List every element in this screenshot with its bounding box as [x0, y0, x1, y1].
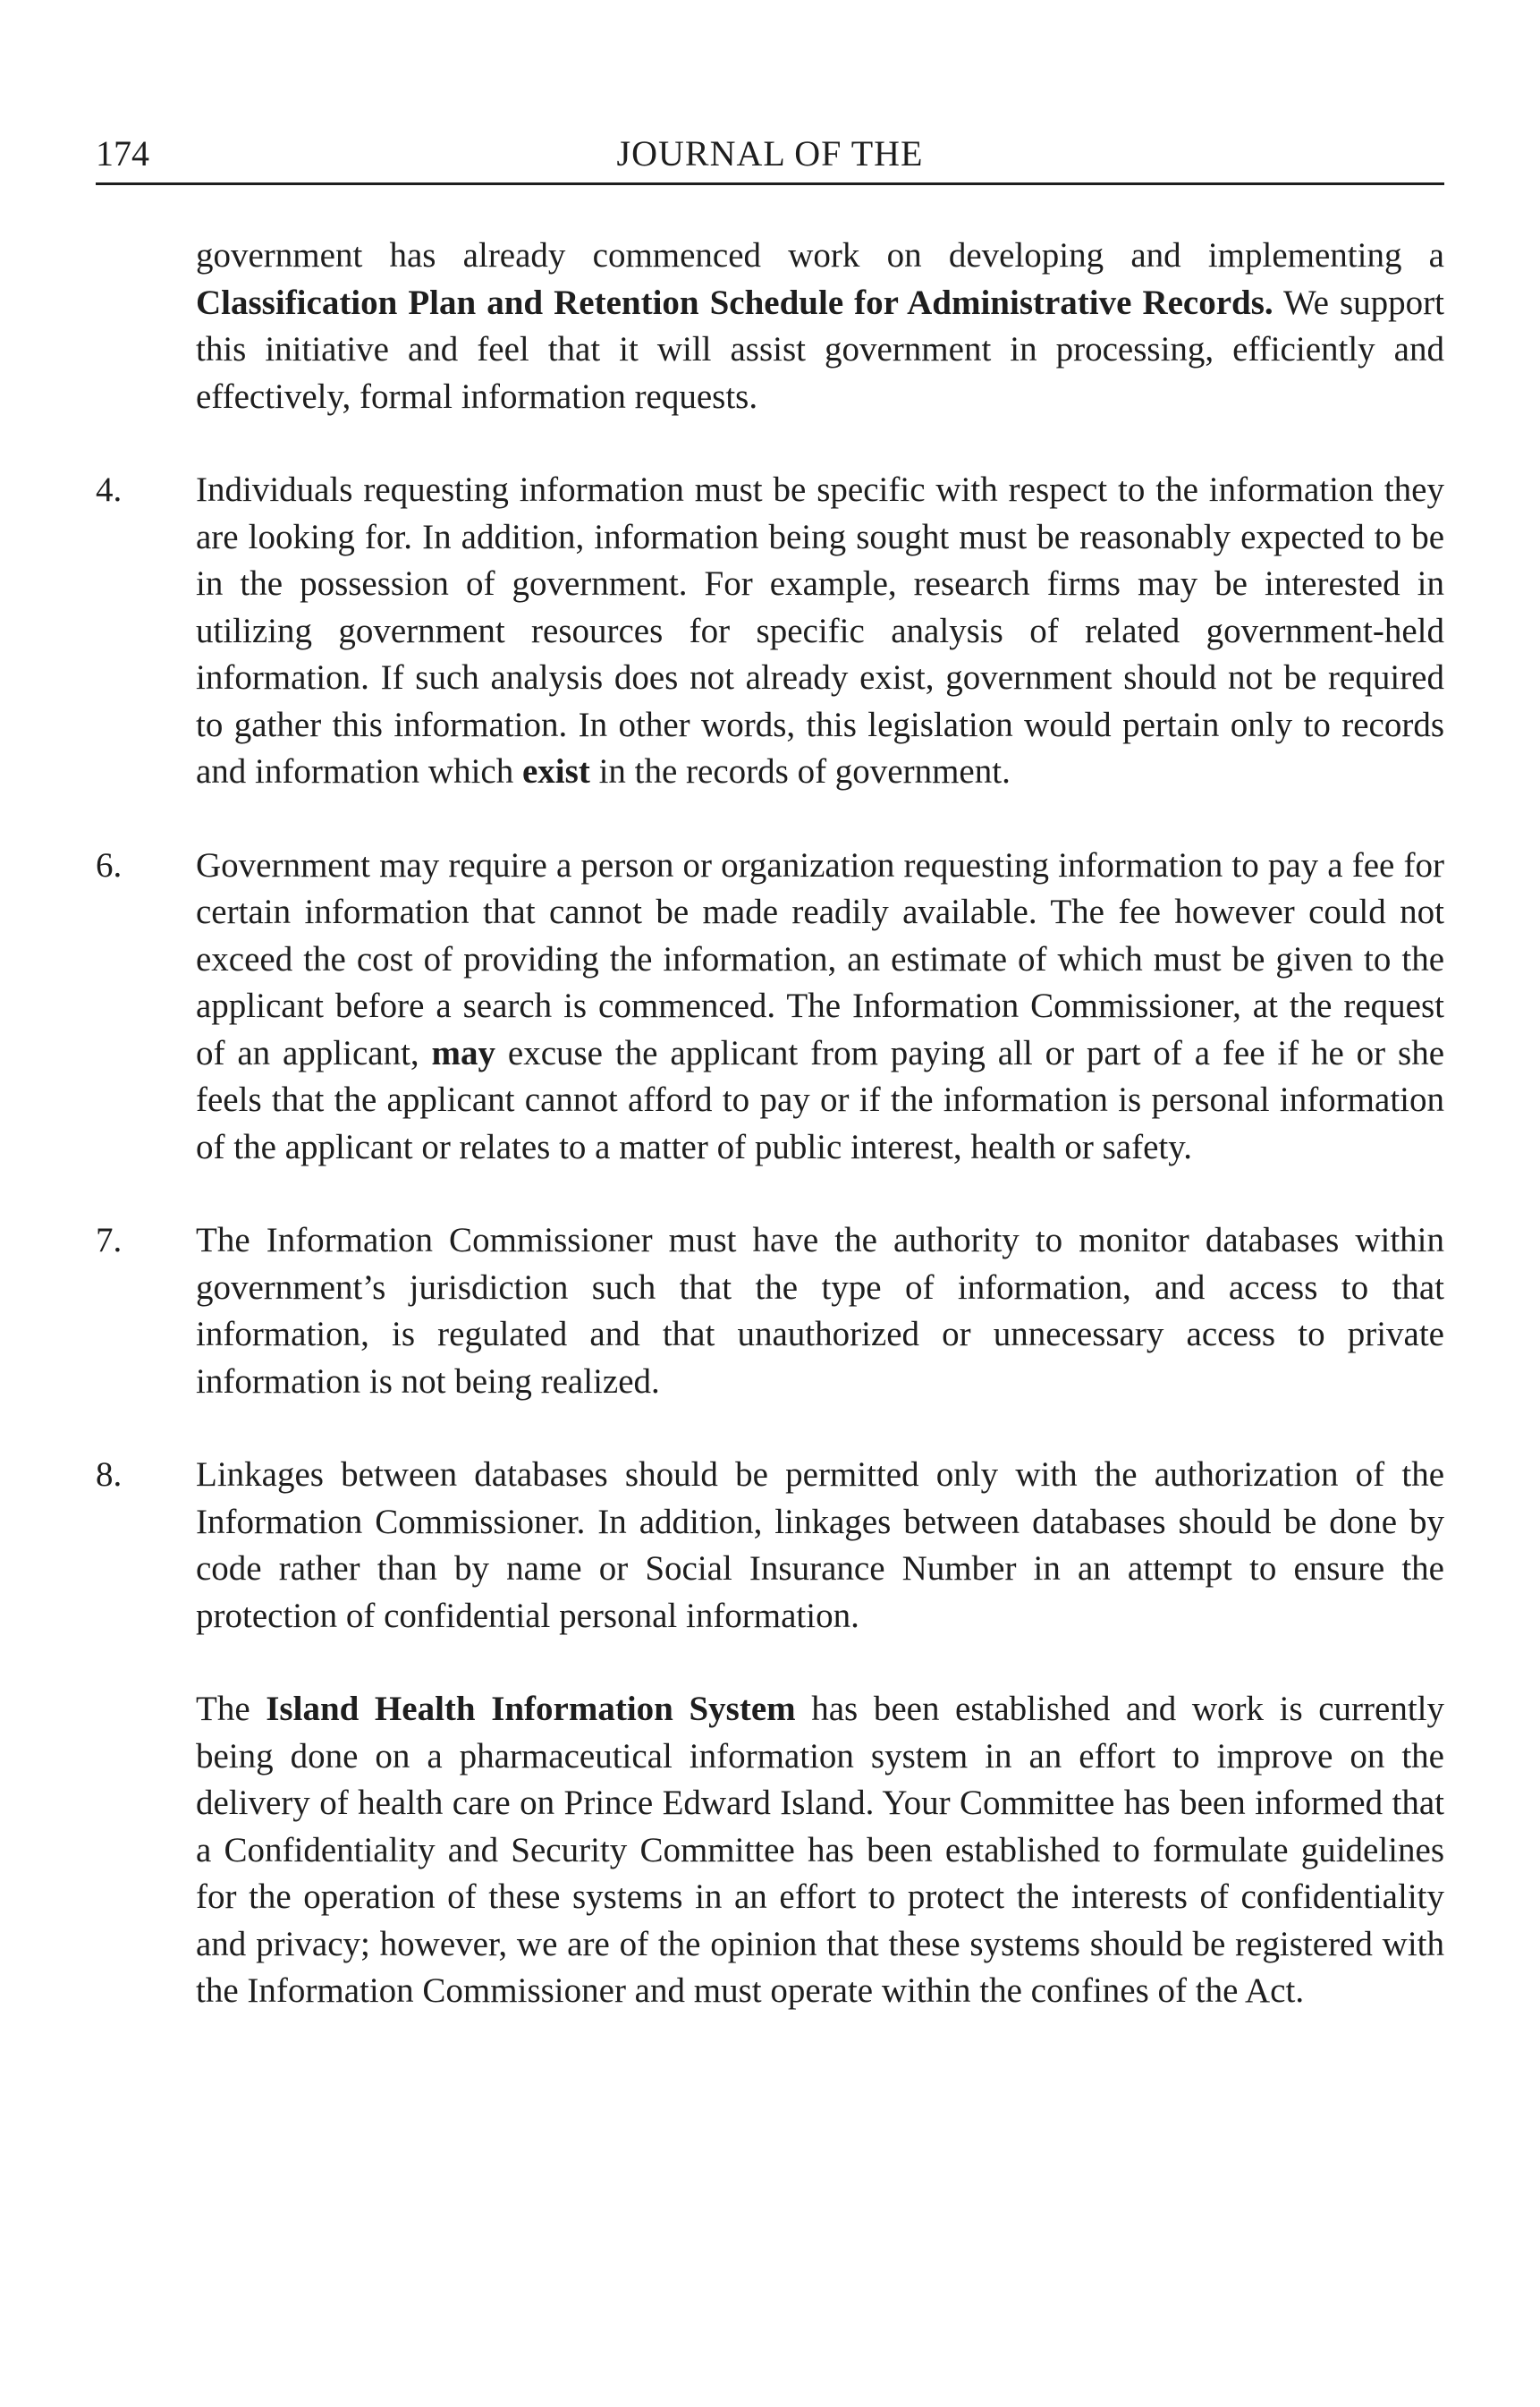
- paragraph-text: The Information Commissioner must have the authority to monitor databases within government’s jurisdiction such that the type of information, and access to that information, is regulated and that unauthorized or unnecessary access to private information is not being realized.: [196, 1221, 1444, 1401]
- paragraph-text: Government may require a person or organization requesting information to pay a fee for certain information that cannot be made readily available. The fee however could not exceed the cost of providing the information, an estimate of which must be given to the applicant before a search is commenced. The Information Commissioner, at the request of an applicant,: [196, 845, 1444, 1072]
- paragraph-text: The: [196, 1690, 267, 1728]
- list-item-7: [96, 1217, 1444, 1405]
- list-number: 6.: [96, 845, 123, 885]
- page-number: 174: [96, 133, 149, 174]
- page-header: [96, 125, 1444, 185]
- bold-phrase: exist: [522, 752, 590, 791]
- list-number: 7.: [96, 1221, 123, 1259]
- document-body: [96, 233, 1444, 2015]
- list-item-8: [96, 1452, 1444, 1640]
- paragraph-text: Individuals requesting information must be specific with respect to the information they are looking for. In addition, information being sought must be reasonably expected to be in the possession of government. For example, research firms may be interested in utilizing government resources for specific analysis of related government-held information. If such analysis does not already exist, government should not be required to gather this information. In other words, this legislation would pertain only to records and information which: [196, 470, 1444, 791]
- list-item-6: [96, 843, 1444, 1172]
- bold-phrase: may: [431, 1033, 496, 1072]
- list-number: 8.: [96, 1455, 123, 1494]
- paragraph-text: Linkages between databases should be permitted only with the authorization of the Information Commissioner. In addition, linkages between databases should be done by code rather than by name or Social Insurance Number in an attempt to ensure the protection of confidential personal information.: [196, 1455, 1444, 1635]
- paragraph-continuation: [96, 233, 1444, 420]
- running-head: JOURNAL OF THE: [616, 133, 924, 174]
- paragraph-text: excuse the applicant from paying all or part of a fee if he or she feels that the applicant cannot afford to pay or if the information is personal information of the applicant or relates to a matter of public interest, health or safety.: [196, 1033, 1444, 1166]
- paragraph-text: in the records of government.: [589, 752, 1011, 791]
- bold-phrase: Island Health Information System: [266, 1690, 796, 1728]
- paragraph-text: has been established and work is currently being done on a pharmaceutical information system in an effort to improve on the delivery of health care on Prince Edward Island. Your Committee has been informed that a Confidentiality and Security Committee has been established to formulate guidelines for the operation of these systems in an effort to protect the interests of confidentiality and privacy; however, we are of the opinion that these systems should be registered with the Information Commissioner and must operate within the confines of the Act.: [196, 1690, 1445, 2010]
- bold-phrase: Classification Plan and Retention Schedule for Administrative Records.: [196, 283, 1273, 322]
- list-item-4: [96, 467, 1444, 796]
- paragraph-text: government has already commenced work on developing and implementing a: [196, 236, 1444, 275]
- paragraph-text: We support this initiative and feel that it will assist government in processing, efficiently and effectively, formal information requests.: [196, 283, 1445, 416]
- paragraph-health-system: [96, 1686, 1444, 2015]
- list-number: 4.: [96, 470, 123, 509]
